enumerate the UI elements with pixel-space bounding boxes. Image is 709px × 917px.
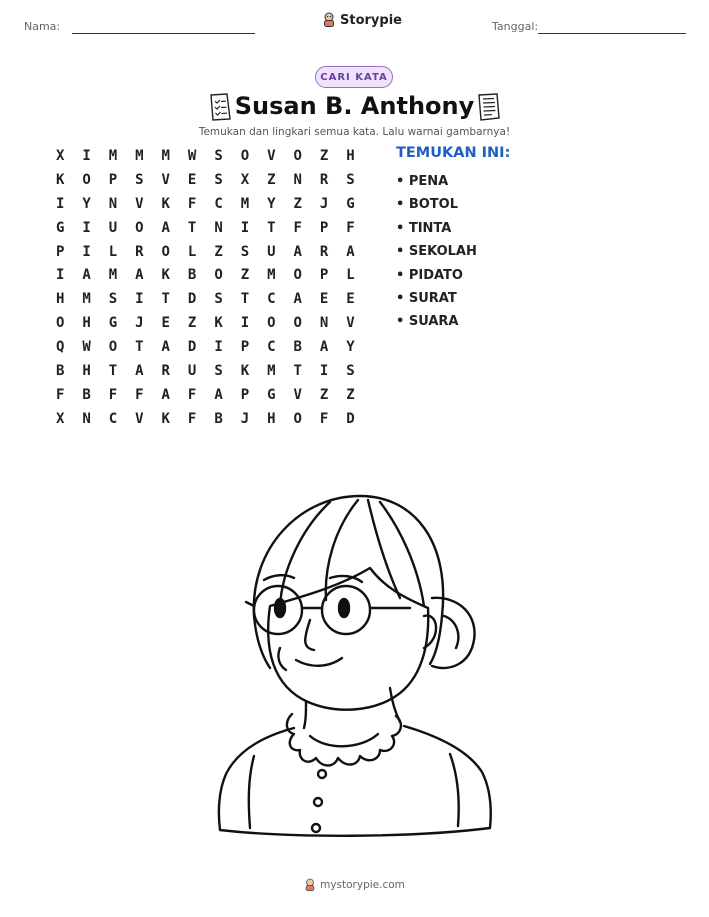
- grid-cell[interactable]: U: [108, 219, 118, 236]
- grid-cell[interactable]: J: [319, 195, 329, 212]
- footer: [0, 878, 709, 892]
- grid-cell[interactable]: M: [267, 363, 276, 380]
- grid-cell[interactable]: Z: [319, 386, 329, 403]
- grid-cell[interactable]: V: [161, 171, 170, 188]
- word-item: • PIDATO: [396, 267, 463, 283]
- grid-cell[interactable]: M: [108, 148, 118, 164]
- grid-cell[interactable]: O: [293, 267, 302, 284]
- grid-cell[interactable]: P: [319, 219, 329, 236]
- grid-cell[interactable]: I: [135, 291, 144, 308]
- grid-cell[interactable]: M: [240, 195, 250, 212]
- grid-cell[interactable]: F: [319, 410, 329, 427]
- grid-cell[interactable]: Z: [267, 171, 276, 188]
- grid-cell[interactable]: F: [293, 219, 302, 236]
- grid-cell[interactable]: Z: [293, 195, 302, 212]
- grid-cell[interactable]: A: [319, 339, 329, 356]
- grid-cell[interactable]: B: [293, 339, 302, 356]
- grid-cell[interactable]: T: [135, 339, 144, 356]
- grid-cell[interactable]: B: [187, 267, 197, 284]
- storypie-logo-icon: [322, 12, 336, 28]
- grid-cell[interactable]: Z: [346, 386, 355, 403]
- date-label: Tanggal:: [492, 20, 539, 33]
- grid-cell[interactable]: I: [240, 219, 250, 236]
- grid-cell[interactable]: A: [214, 386, 223, 403]
- grid-cell[interactable]: T: [108, 363, 118, 380]
- grid-cell[interactable]: M: [82, 291, 91, 308]
- grid-cell[interactable]: M: [267, 267, 276, 284]
- grid-cell[interactable]: A: [135, 363, 144, 380]
- grid-cell[interactable]: U: [267, 243, 276, 260]
- grid-cell[interactable]: F: [346, 219, 355, 236]
- grid-cell[interactable]: L: [108, 243, 118, 260]
- grid-cell[interactable]: V: [293, 386, 302, 403]
- grid-cell[interactable]: H: [267, 410, 276, 427]
- grid-cell[interactable]: M: [135, 148, 144, 164]
- grid-cell[interactable]: J: [135, 315, 144, 332]
- grid-cell[interactable]: P: [240, 339, 250, 356]
- grid-cell[interactable]: T: [293, 363, 302, 380]
- grid-cell[interactable]: J: [240, 410, 250, 427]
- grid-cell[interactable]: T: [240, 291, 250, 308]
- grid-cell[interactable]: E: [346, 291, 355, 308]
- grid-cell[interactable]: P: [55, 243, 65, 260]
- grid-cell[interactable]: O: [108, 339, 118, 356]
- grid-cell[interactable]: V: [267, 148, 276, 164]
- grid-cell[interactable]: Z: [319, 148, 329, 164]
- grid-cell[interactable]: D: [346, 410, 355, 427]
- grid-cell[interactable]: R: [161, 363, 170, 380]
- grid-cell[interactable]: U: [187, 363, 197, 380]
- grid-cell[interactable]: Y: [82, 195, 91, 212]
- grid-cell[interactable]: F: [108, 386, 118, 403]
- grid-cell[interactable]: F: [187, 386, 197, 403]
- word-item: • PENA: [396, 174, 449, 189]
- grid-cell[interactable]: I: [82, 243, 91, 260]
- grid-cell[interactable]: F: [135, 386, 144, 403]
- grid-cell[interactable]: O: [293, 148, 302, 164]
- grid-cell[interactable]: Y: [267, 195, 276, 212]
- word-search-grid[interactable]: [47, 145, 364, 432]
- grid-cell[interactable]: I: [55, 267, 65, 284]
- grid-cell[interactable]: S: [240, 243, 250, 260]
- grid-cell[interactable]: W: [187, 148, 197, 164]
- grid-cell[interactable]: C: [267, 291, 276, 308]
- grid-cell[interactable]: I: [214, 339, 223, 356]
- grid-cell[interactable]: R: [319, 243, 329, 260]
- grid-cell[interactable]: I: [240, 315, 250, 332]
- grid-cell[interactable]: N: [293, 171, 302, 188]
- grid-cell[interactable]: D: [187, 339, 197, 356]
- grid-cell[interactable]: X: [240, 171, 250, 188]
- grid-cell[interactable]: O: [135, 219, 144, 236]
- grid-cell[interactable]: H: [346, 148, 355, 164]
- grid-cell[interactable]: K: [161, 410, 170, 427]
- grid-cell[interactable]: H: [82, 315, 91, 332]
- name-field-line[interactable]: [72, 33, 255, 34]
- grid-cell[interactable]: N: [319, 315, 329, 332]
- grid-cell[interactable]: C: [108, 410, 118, 427]
- date-field-line[interactable]: [538, 33, 686, 34]
- instructions: Temukan dan lingkari semua kata. Lalu warnai gambarnya!: [198, 126, 511, 138]
- grid-cell[interactable]: A: [293, 243, 302, 260]
- grid-cell[interactable]: A: [161, 219, 170, 236]
- grid-cell[interactable]: Y: [346, 339, 355, 356]
- grid-cell[interactable]: O: [55, 315, 65, 332]
- grid-cell[interactable]: E: [161, 315, 170, 332]
- grid-cell[interactable]: V: [135, 195, 144, 212]
- grid-cell[interactable]: E: [319, 291, 329, 308]
- worksheet-header: [0, 0, 709, 50]
- grid-cell[interactable]: S: [108, 291, 118, 308]
- grid-cell[interactable]: A: [161, 386, 170, 403]
- grid-cell[interactable]: B: [214, 410, 223, 427]
- grid-cell[interactable]: Z: [214, 243, 223, 260]
- grid-cell[interactable]: S: [135, 171, 144, 188]
- grid-cell[interactable]: B: [55, 363, 65, 380]
- grid-cell[interactable]: R: [135, 243, 144, 260]
- grid-cell[interactable]: T: [161, 291, 170, 308]
- grid-cell[interactable]: A: [82, 267, 91, 284]
- grid-cell[interactable]: A: [135, 267, 144, 284]
- word-list-title: TEMUKAN INI:: [396, 145, 511, 161]
- grid-cell[interactable]: G: [108, 315, 118, 332]
- grid-cell[interactable]: I: [82, 219, 91, 236]
- grid-cell[interactable]: S: [346, 171, 355, 188]
- grid-cell[interactable]: D: [187, 291, 197, 308]
- grid-cell[interactable]: I: [319, 363, 329, 380]
- portrait-illustration[interactable]: [210, 488, 500, 848]
- brand-name: Storypie: [340, 12, 402, 28]
- word-item: • SURAT: [396, 290, 457, 306]
- grid-cell[interactable]: N: [82, 410, 91, 427]
- grid-cell[interactable]: K: [55, 171, 65, 188]
- grid-cell[interactable]: C: [214, 195, 223, 212]
- storypie-logo-icon: [304, 878, 316, 892]
- grid-cell[interactable]: S: [214, 171, 223, 188]
- grid-cell[interactable]: E: [187, 171, 197, 188]
- grid-cell[interactable]: S: [346, 363, 355, 380]
- grid-cell[interactable]: A: [346, 243, 355, 260]
- grid-cell[interactable]: A: [161, 339, 170, 356]
- grid-cell[interactable]: R: [319, 171, 329, 188]
- grid-cell[interactable]: S: [214, 148, 223, 164]
- grid-cell[interactable]: H: [82, 363, 91, 380]
- grid-cell[interactable]: M: [161, 148, 170, 164]
- grid-cell[interactable]: O: [267, 315, 276, 332]
- grid-cell[interactable]: C: [267, 339, 276, 356]
- grid-cell[interactable]: X: [55, 410, 65, 427]
- word-list: [396, 170, 477, 334]
- grid-cell[interactable]: M: [108, 267, 118, 284]
- grid-cell[interactable]: H: [55, 291, 65, 308]
- grid-cell[interactable]: T: [187, 219, 197, 236]
- grid-cell[interactable]: K: [161, 267, 170, 284]
- name-label: Nama:: [24, 20, 61, 33]
- grid-cell[interactable]: F: [187, 195, 197, 212]
- brand-logo: [322, 12, 402, 28]
- grid-cell[interactable]: G: [55, 219, 65, 236]
- grid-cell[interactable]: B: [82, 386, 91, 403]
- grid-cell[interactable]: P: [108, 171, 118, 188]
- grid-cell[interactable]: K: [214, 315, 223, 332]
- grid-cell[interactable]: N: [108, 195, 118, 212]
- grid-cell[interactable]: Z: [240, 267, 250, 284]
- grid-cell[interactable]: K: [240, 363, 250, 380]
- footer-url[interactable]: mystorypie.com: [320, 879, 405, 891]
- grid-cell[interactable]: I: [55, 195, 65, 212]
- word-item: • BOTOL: [396, 197, 458, 213]
- grid-cell[interactable]: L: [187, 243, 197, 260]
- grid-cell[interactable]: W: [82, 339, 91, 356]
- category-badge: CARI KATA: [315, 66, 393, 88]
- grid-cell[interactable]: O: [214, 267, 223, 284]
- grid-cell[interactable]: G: [267, 386, 276, 403]
- grid-cell[interactable]: Z: [187, 315, 197, 332]
- grid-cell[interactable]: O: [82, 171, 91, 188]
- grid-cell[interactable]: O: [161, 243, 170, 260]
- grid-cell[interactable]: V: [135, 410, 144, 427]
- grid-cell[interactable]: F: [55, 386, 65, 403]
- grid-cell[interactable]: I: [82, 148, 91, 164]
- grid-cell[interactable]: P: [240, 386, 250, 403]
- grid-cell[interactable]: A: [293, 291, 302, 308]
- page-title: Susan B. Anthony: [234, 92, 475, 120]
- grid-cell[interactable]: O: [240, 148, 250, 164]
- grid-cell[interactable]: S: [214, 363, 223, 380]
- grid-cell[interactable]: O: [293, 410, 302, 427]
- grid-cell[interactable]: Q: [55, 339, 65, 356]
- word-item: • TINTA: [396, 220, 452, 236]
- grid-cell[interactable]: G: [346, 195, 355, 212]
- grid-cell[interactable]: N: [214, 219, 223, 236]
- grid-cell[interactable]: V: [346, 315, 355, 332]
- grid-cell[interactable]: F: [187, 410, 197, 427]
- grid-cell[interactable]: S: [214, 291, 223, 308]
- title-row: [0, 90, 709, 126]
- checklist-doc-icon: [476, 92, 502, 122]
- grid-cell[interactable]: T: [267, 219, 276, 236]
- word-item: • SEKOLAH: [396, 244, 477, 260]
- word-item: • SUARA: [396, 314, 459, 330]
- grid-cell[interactable]: X: [55, 148, 65, 164]
- grid-cell[interactable]: P: [319, 267, 329, 284]
- grid-cell[interactable]: O: [293, 315, 302, 332]
- grid-cell[interactable]: K: [161, 195, 170, 212]
- grid-cell[interactable]: L: [346, 267, 355, 284]
